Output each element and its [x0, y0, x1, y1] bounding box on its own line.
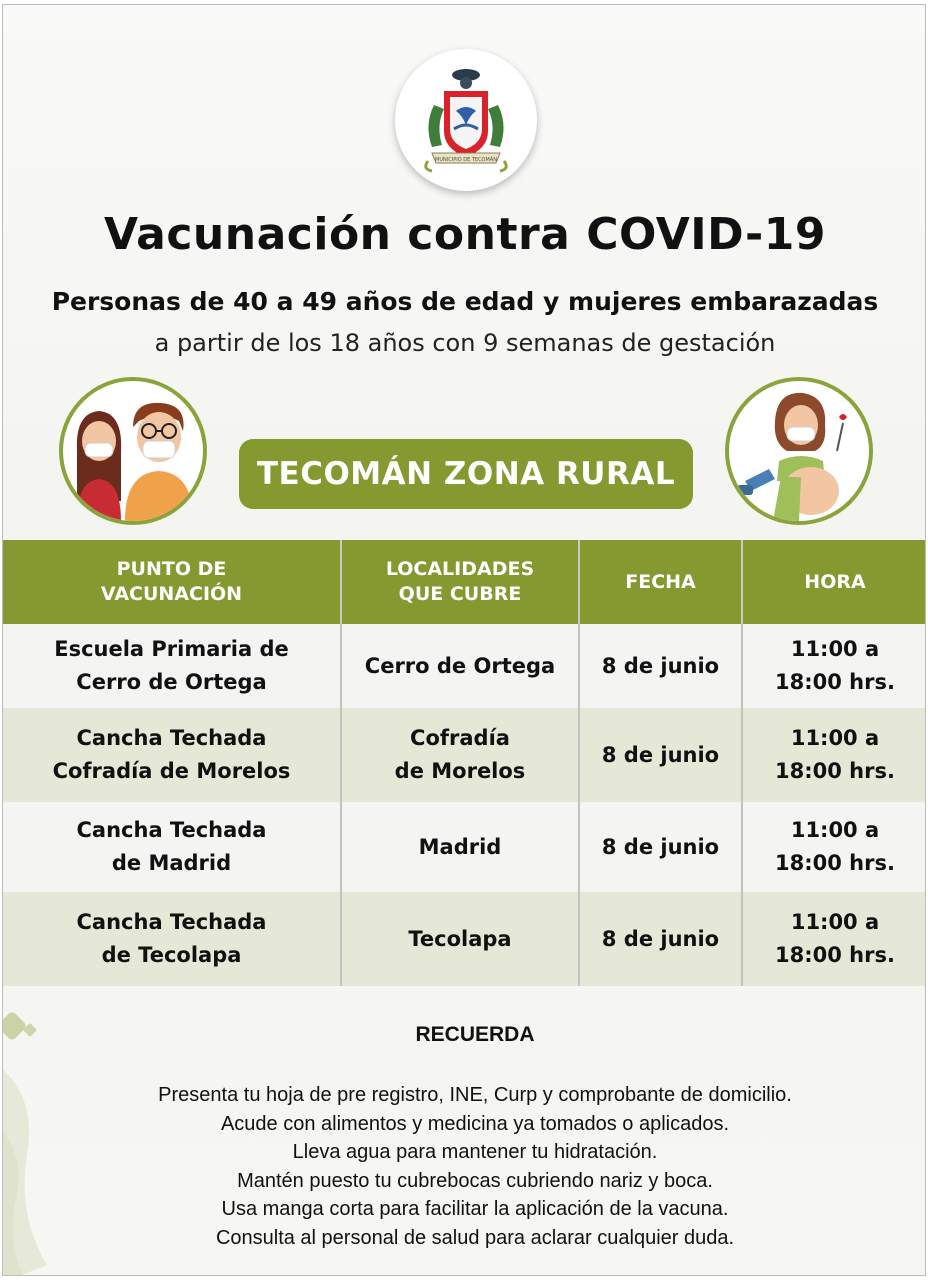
cell-punto: Cancha Techada de Tecolapa	[3, 892, 341, 986]
list-item: Usa manga corta para facilitar la aplicación de la vacuna.	[221, 1198, 729, 1220]
list-item: Lleva agua para mantener tu hidratación.	[292, 1141, 658, 1163]
seal-motto: MUNICIPIO DE TECOMÁN	[435, 157, 497, 163]
cell-punto: Escuela Primaria de Cerro de Ortega	[3, 624, 341, 708]
header-localidades: LOCALIDADES QUE CUBRE	[341, 540, 579, 624]
cell-hora: 11:00 a 18:00 hrs.	[742, 802, 926, 892]
table-row	[3, 708, 926, 802]
cell-hora: 11:00 a 18:00 hrs.	[742, 708, 926, 802]
recuerda-heading: RECUERDA	[415, 1023, 535, 1046]
seal-container	[395, 49, 537, 191]
list-item: Presenta tu hoja de pre registro, INE, Curp y comprobante de domicilio.	[158, 1084, 792, 1106]
municipal-coat-of-arms-icon	[418, 65, 514, 175]
list-item: Acude con alimentos y medicina ya tomados o aplicados.	[220, 1112, 730, 1135]
pregnant-woman-avatar	[725, 377, 873, 525]
pregnant-woman-vaccine-icon	[729, 381, 869, 521]
cell-hora: 11:00 a 18:00 hrs.	[742, 624, 926, 708]
cell-hora: 11:00 a 18:00 hrs.	[742, 892, 926, 986]
table-header-row	[3, 540, 926, 624]
list-item: Mantén puesto tu cubrebocas cubriendo nariz y boca.	[237, 1169, 713, 1192]
zone-banner: TECOMÁN ZONA RURAL	[239, 439, 693, 509]
adults-with-masks-icon	[63, 381, 203, 521]
subtitle-line-2: a partir de los 18 años con 9 semanas de gestación	[154, 329, 776, 357]
cell-punto: Cancha Techada de Madrid	[3, 802, 341, 892]
subtitle-line-1: Personas de 40 a 49 años de edad y mujeres embarazadas	[51, 287, 879, 316]
header-hora: HORA	[742, 540, 926, 624]
header-punto: PUNTO DE VACUNACIÓN	[3, 540, 341, 624]
vaccination-schedule-table	[3, 540, 926, 986]
flyer	[2, 4, 926, 1276]
adults-avatar	[59, 377, 207, 525]
table-row	[3, 802, 926, 892]
cell-localidades: Cofradía de Morelos	[341, 708, 579, 802]
cell-localidades: Tecolapa	[341, 892, 579, 986]
cell-localidades: Cerro de Ortega	[341, 624, 579, 708]
list-item: Consulta al personal de salud para aclarar cualquier duda.	[215, 1226, 735, 1249]
cell-localidades: Madrid	[341, 802, 579, 892]
header-fecha: FECHA	[579, 540, 742, 624]
recuerda-list	[3, 1081, 926, 1252]
table-row	[3, 892, 926, 986]
cell-fecha: 8 de junio	[579, 624, 742, 708]
cell-fecha: 8 de junio	[579, 708, 742, 802]
table-row	[3, 624, 926, 708]
cell-fecha: 8 de junio	[579, 892, 742, 986]
page-title: Vacunación contra COVID-19	[104, 209, 826, 260]
cell-fecha: 8 de junio	[579, 802, 742, 892]
cell-punto: Cancha Techada Cofradía de Morelos	[3, 708, 341, 802]
